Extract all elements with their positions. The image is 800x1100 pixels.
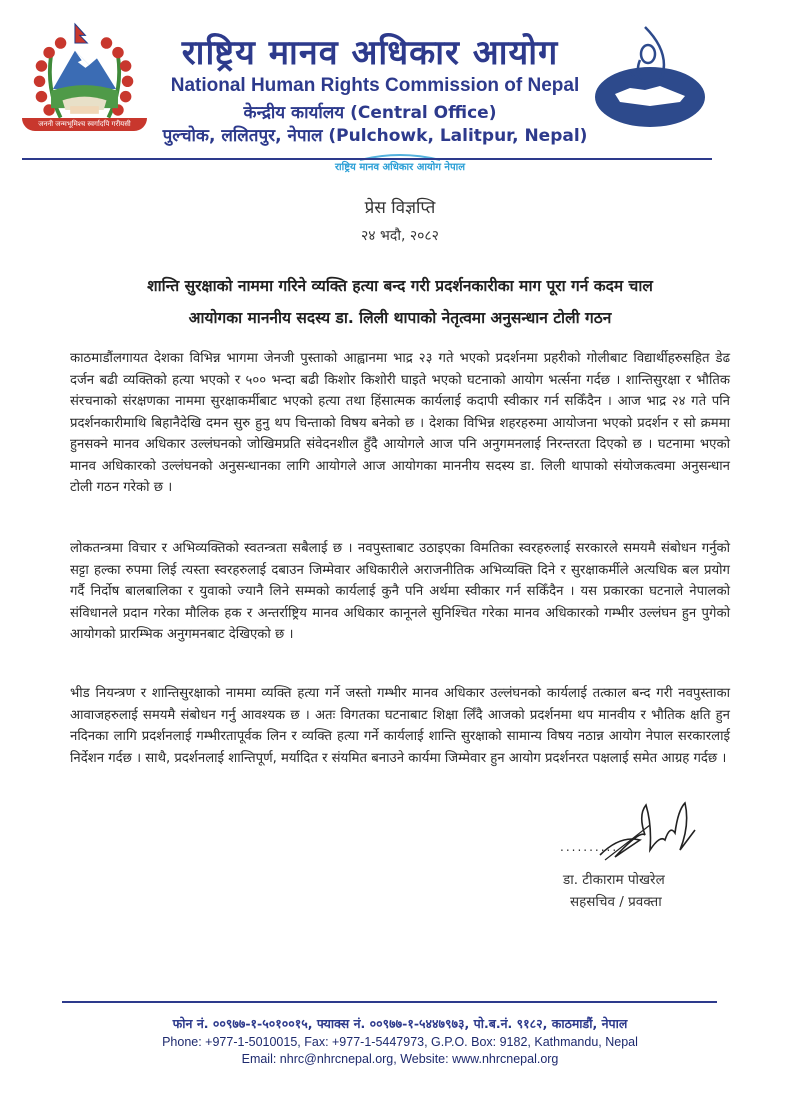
nepal-emblem-icon: [22, 22, 147, 132]
header-divider: [22, 158, 712, 160]
footer-email-website: Email: nhrc@nhrcnepal.org, Website: www.nhrcnepal.org: [241, 1052, 559, 1066]
nhrc-logo-icon: [590, 22, 710, 132]
body-paragraph-1: काठमाडौंलगायत देशका विभिन्न भागमा जेनजी पुस्ताको आह्वानमा भाद्र २३ गते भएको प्रदर्शनमा प्रहरीको गोलीबाट विद्यार्थीहरुसहित डेढ दर्जन बढी व्यक्तिको हत्या भएको र ५०० भन्दा बढी किशोर किशोरी घाइते भएको घटनाको आयोग भर्त्सना गर्दछ । शान्तिसुरक्षा र भौतिक संरचनाको संरक्षणका नाममा सुरक्षाकर्मीबाट भएको हत्या तथा हिंसात्मक कार्यलाई कदापी स्वीकार गर्न सकिँदैन । आज भाद्र २४ गते पनि प्रदर्शनकारीमाथि बिहानैदेखि दमन सुरु हुनु थप चिन्ताको विषय बनेको छ । देशका विभिन्न शहरहरुमा आयोजना भएको प्रदर्शन र सो क्रममा हुनसक्ने मानव अधिकार उल्लंघनको जोखिमप्रति संवेदनशील हुँदै आयोगले आज पनि अनुगमनलाई निरन्तरता दिएको छ । घटनामा भएको मानव अधिकारको उल्लंघनको अनुसन्धानका लागि आयोगले आज आयोगका माननीय सदस्य डा. लिली थापाको संयोजकत्वमा अनुसन्धान टोली गठन गरेको छ ।: [70, 351, 730, 495]
emblem-motto: जननी जन्मभूमिश्च स्वर्गादपि गरीयसी: [22, 118, 147, 131]
org-name-english: National Human Rights Commission of Nepal: [170, 75, 580, 96]
headline-line-2: आयोगका माननीय सदस्य डा. लिली थापाको नेतृत्वमा अनुसन्धान टोली गठन: [188, 309, 612, 327]
signatory-designation: सहसचिव / प्रवक्ता: [570, 894, 662, 910]
signatory-name: डा. टीकाराम पोखरेल: [563, 872, 665, 888]
office-name: केन्द्रीय कार्यालय (Central Office): [243, 103, 497, 123]
body-paragraph-3: भीड नियन्त्रण र शान्तिसुरक्षाको नाममा व्यक्ति हत्या गर्ने जस्तो गम्भीर मानव अधिकार उल्लंघनको कार्यलाई तत्काल बन्द गरी नवपुस्ताका आवाजहरुलाई समयमै संबोधन गर्नु आवश्यक छ । अतः विगतका घटनाबाट शिक्षा लिँदै आजको प्रदर्शनमा थप मानवीय र भौतिक क्षति हुन नदिनका लागि प्रदर्शनलाई गम्भीरतापूर्वक लिन र व्यक्ति हत्या गर्ने कार्यलाई शान्ति सुरक्षाको सामान्य विषय नठान्न आयोग नेपाल सरकारलाई निर्देशन गर्दछ । साथै, प्रदर्शनलाई शान्तिपूर्ण, मर्यादित र संयमित बनाउने कार्यमा जिम्मेवार हुन आयोग प्रदर्शनरत पक्षलाई समेत आग्रह गर्दछ ।: [70, 686, 730, 766]
press-release-label: प्रेस विज्ञप्ति: [364, 198, 436, 218]
office-address: पुल्चोक, ललितपुर, नेपाल (Pulchowk, Lalitpur, Nepal): [162, 126, 588, 146]
handwritten-signature-icon: [590, 795, 710, 865]
footer-divider: [62, 1001, 717, 1003]
body-paragraph-2: लोकतन्त्रमा विचार र अभिव्यक्तिको स्वतन्त्रता सबैलाई छ । नवपुस्ताबाट उठाइएका विमतिका स्वरहरुलाई सरकारले समयमै संबोधन गर्नुको सट्टा हल्का रुपमा लिई त्यस्ता स्वरहरुलाई दबाउन जिम्मेवार अधिकारीले अराजनीतिक अभिव्यक्ति दिने र सुरक्षाकर्मीले अत्यधिक बल प्रयोग गर्दै निर्दोष बालबालिका र युवाको ज्यानै लिने सम्मको कार्यलाई कुनै पनि अर्थमा स्वीकार गर्न सकिँदैन । यस प्रकारका घटनाले नेपालको संविधानले प्रदान गरेका मौलिक हक र अन्तर्राष्ट्रिय मानव अधिकार कानूनले सुनिश्चित गरेका मानव अधिकारको गम्भीर उल्लंघन हुन पुगेको आयोगको प्रारम्भिक अनुगमनबाट देखिएको छ ।: [70, 541, 730, 642]
stamp-text: राष्ट्रिय मानव अधिकार आयोग नेपाल: [334, 162, 466, 173]
footer-contact-english: Phone: +977-1-5010015, Fax: +977-1-5447973, G.P.O. Box: 9182, Kathmandu, Nepal: [162, 1035, 638, 1049]
signature-line: ..........: [560, 840, 619, 854]
footer-contact-nepali: फोन नं. ००९७७-१-५०१००१५, फ्याक्स नं. ००९७७-१-५४४७९७३, पो.ब.नं. ९१८२, काठमाडौं, नेपाल: [172, 1016, 628, 1031]
headline-line-1: शान्ति सुरक्षाको नाममा गरिने व्यक्ति हत्या बन्द गरी प्रदर्शनकारीका माग पूरा गर्न कदम चाल: [147, 277, 653, 295]
release-date: २४ भदौ, २०८२: [361, 228, 439, 244]
org-name-nepali: राष्ट्रिय मानव अधिकार आयोग: [181, 33, 559, 73]
